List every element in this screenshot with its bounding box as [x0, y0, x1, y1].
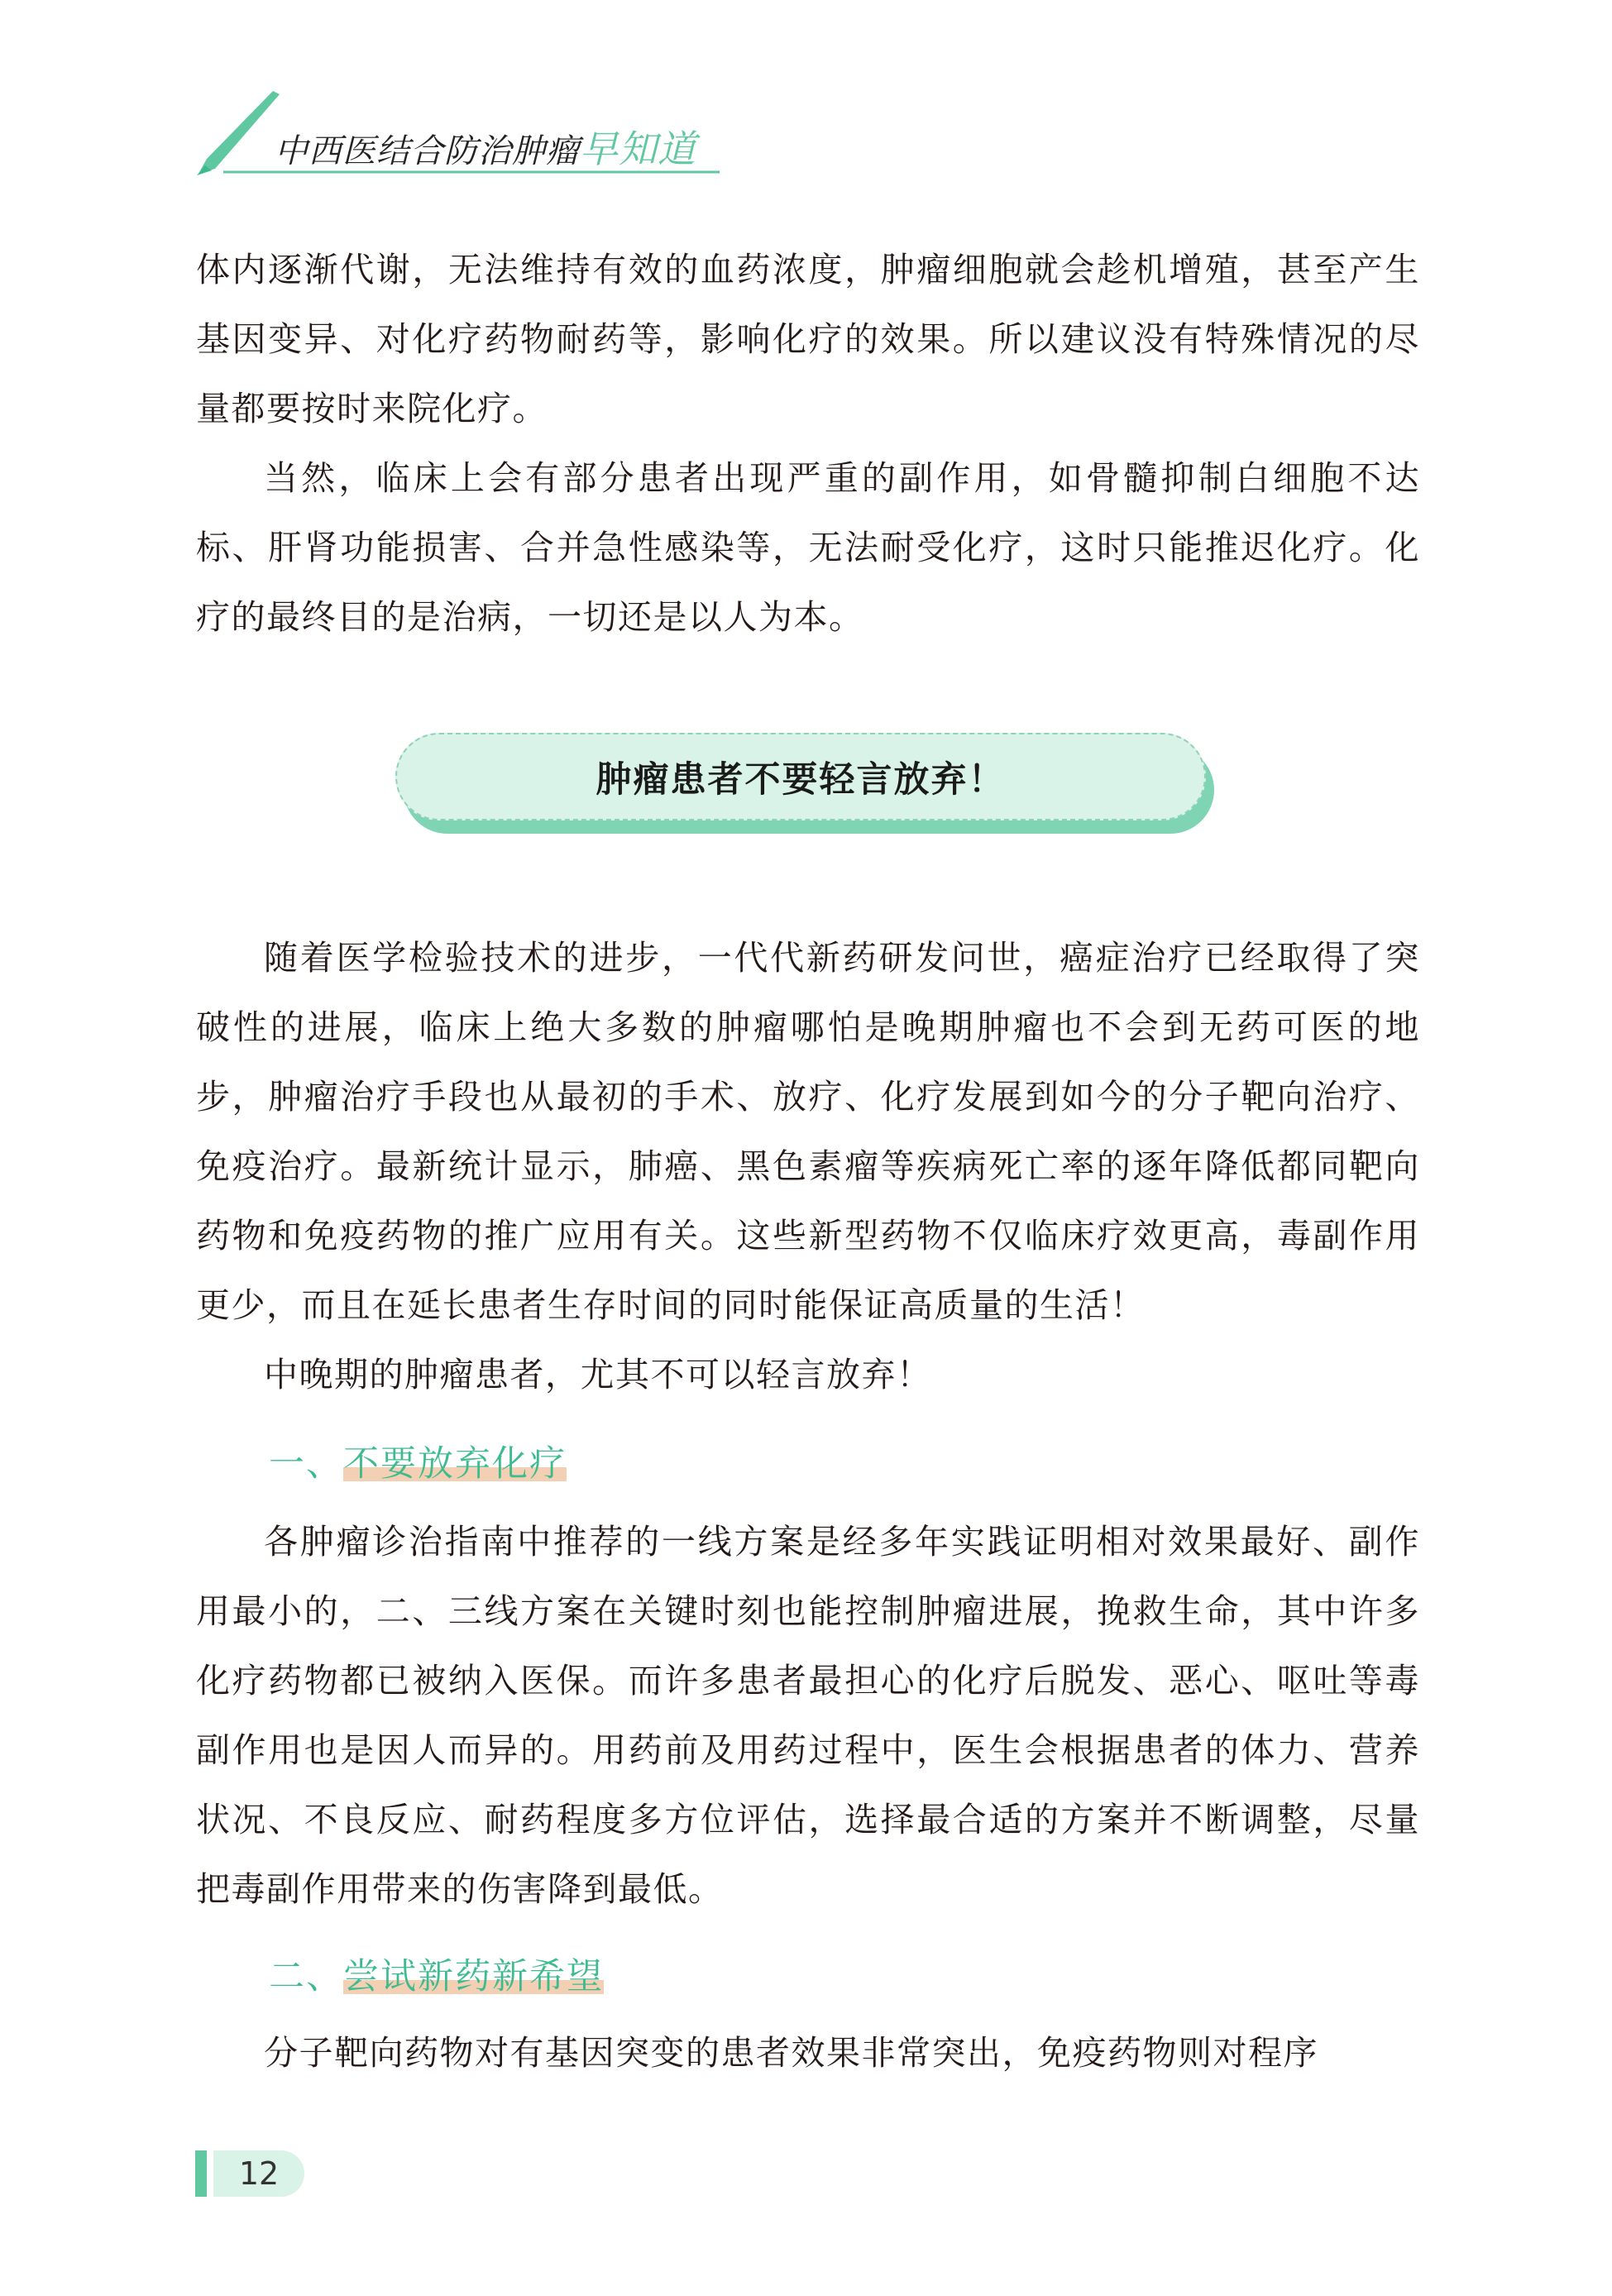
subhead-2 — [269, 1949, 604, 1999]
page-number-bar — [195, 2150, 207, 2197]
paragraph: 随着医学检验技术的进步，一代代新药研发问世，癌症治疗已经取得了突破性的进展，临床上绝大多数的肿瘤哪怕是晚期肿瘤也不会到无药可医的地步，肿瘤治疗手段也从最初的手术、放疗、化疗发展到如今的分子靶向治疗、免疫治疗。最新统计显示，肺癌、黑色素瘤等疾病死亡率的逐年降低都同靶向药物和免疫药物的推广应用有关。这些新型药物不仅临床疗效更高，毒副作用更少，而且在延长患者生存时间的同时能保证高质量的生活！ — [196, 938, 1420, 1325]
running-header — [190, 83, 720, 178]
page-number: 12 — [213, 2150, 304, 2197]
header-title — [275, 119, 696, 174]
subhead-2-text: 尝试新药新希望 — [343, 1956, 604, 1997]
paragraph: 当然，临床上会有部分患者出现严重的副作用，如骨髓抑制白细胞不达标、肝肾功能损害、合并急性感染等，无法耐受化疗，这时只能推迟化疗。化疗的最终目的是治病，一切还是以人为本。 — [196, 458, 1420, 637]
paragraph: 分子靶向药物对有基因突变的患者效果非常突出，免疫药物则对程序 — [264, 2033, 1318, 2073]
section-title: 肿瘤患者不要轻言放弃！ — [596, 758, 1006, 801]
subhead-1-text: 不要放弃化疗 — [343, 1443, 567, 1485]
paragraph: 体内逐渐代谢，无法维持有效的血药浓度，肿瘤细胞就会趁机增殖，甚至产生基因变异、对化疗药物耐药等，影响化疗的效果。所以建议没有特殊情况的尽量都要按时来院化疗。 — [196, 250, 1420, 428]
paragraph: 中晚期的肿瘤患者，尤其不可以轻言放弃！ — [264, 1355, 932, 1394]
header-title-accent: 早知道 — [580, 127, 696, 171]
subhead-2-prefix: 二、 — [269, 1956, 343, 1997]
text-block-sub2 — [196, 2018, 1420, 2088]
text-block-top — [196, 235, 1420, 652]
paragraph: 各肿瘤诊治指南中推荐的一线方案是经多年实践证明相对效果最好、副作用最小的，二、三线方案在关键时刻也能控制肿瘤进展，挽救生命，其中许多化疗药物都已被纳入医保。而许多患者最担心的化疗后脱发、恶心、呕吐等毒副作用也是因人而异的。用药前及用药过程中，医生会根据患者的体力、营养状况、不良反应、耐药程度多方位评估，选择最合适的方案并不断调整，尽量把毒副作用带来的伤害降到最低。 — [196, 1522, 1420, 1909]
header-title-main: 中西医结合防治肿瘤 — [275, 132, 580, 170]
text-block-mid — [196, 923, 1420, 1409]
banner-pill — [395, 733, 1206, 820]
section-banner — [395, 733, 1214, 834]
subhead-1-prefix: 一、 — [269, 1443, 343, 1485]
subhead-1 — [269, 1436, 567, 1486]
text-block-sub1 — [196, 1507, 1420, 1924]
